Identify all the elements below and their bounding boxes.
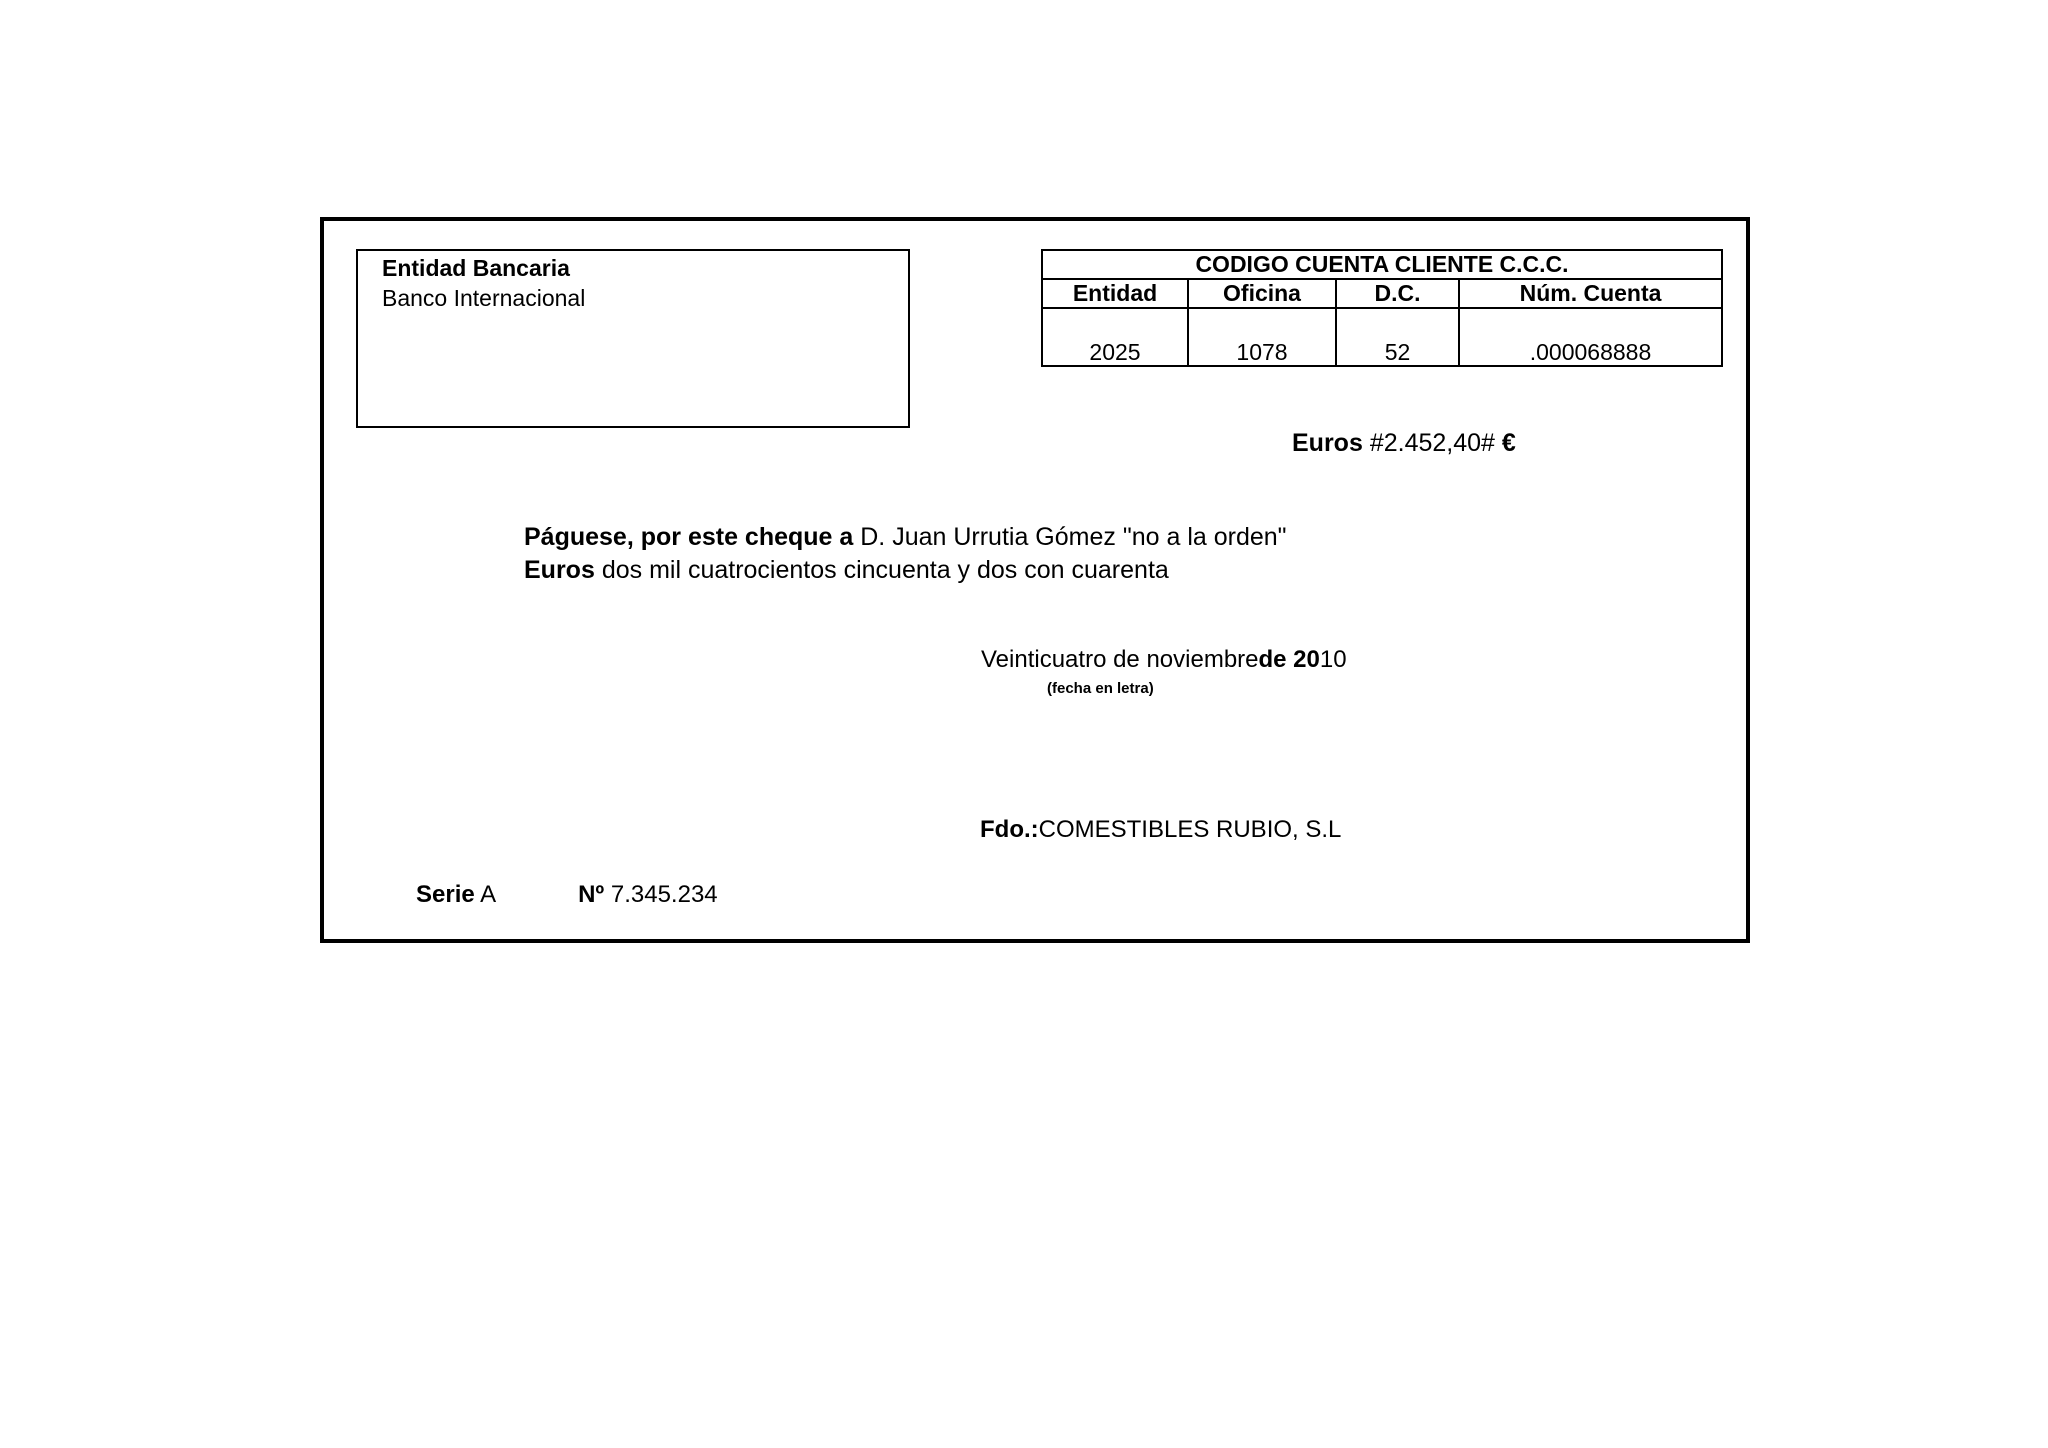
- date-year-suffix: 10: [1319, 646, 1347, 673]
- amount-in-words: dos mil cuatrocientos cincuenta y dos con cuarenta: [601, 556, 1169, 584]
- header-entidad: Entidad: [1042, 279, 1188, 308]
- value-oficina: 1078: [1188, 308, 1336, 366]
- amount-label: Euros: [1292, 429, 1363, 457]
- value-dc: 52: [1336, 308, 1459, 366]
- date-note: (fecha en letra): [1047, 680, 1154, 697]
- date-line: [981, 646, 1347, 674]
- amount-words-line: [524, 554, 1287, 587]
- euros-label: Euros: [524, 556, 595, 584]
- header-dc: D.C.: [1336, 279, 1459, 308]
- date-text: Veinticuatro de noviembre: [981, 646, 1259, 673]
- account-code-table: [1041, 249, 1723, 367]
- value-num-cuenta: .000068888: [1459, 308, 1722, 366]
- signature-line: [980, 816, 1341, 844]
- payment-block: [524, 521, 1287, 587]
- payee-line: [524, 521, 1287, 554]
- date-year-prefix: de 20: [1258, 646, 1320, 673]
- bank-entity-label: Entidad Bancaria: [382, 255, 570, 281]
- serial-line: [416, 881, 718, 909]
- payee-name: D. Juan Urrutia Gómez "no a la orden": [860, 523, 1287, 551]
- pay-label: Páguese, por este cheque a: [524, 523, 854, 551]
- serie-value: A: [480, 881, 495, 908]
- value-entidad: 2025: [1042, 308, 1188, 366]
- cheque-document: [320, 217, 1750, 943]
- signature-name: COMESTIBLES RUBIO, S.L: [1038, 816, 1342, 843]
- bank-entity-box: [356, 249, 910, 428]
- account-code-title: CODIGO CUENTA CLIENTE C.C.C.: [1042, 250, 1722, 279]
- euro-symbol: €: [1501, 429, 1516, 457]
- signature-label: Fdo.:: [980, 816, 1039, 843]
- number-label: Nº: [578, 881, 605, 908]
- bank-entity-name: Banco Internacional: [382, 285, 586, 311]
- header-num-cuenta: Núm. Cuenta: [1459, 279, 1722, 308]
- amount-value: #2.452,40#: [1369, 429, 1495, 457]
- number-value: 7.345.234: [610, 881, 718, 908]
- serie-label: Serie: [416, 881, 475, 908]
- amount-line: [1292, 429, 1516, 458]
- header-oficina: Oficina: [1188, 279, 1336, 308]
